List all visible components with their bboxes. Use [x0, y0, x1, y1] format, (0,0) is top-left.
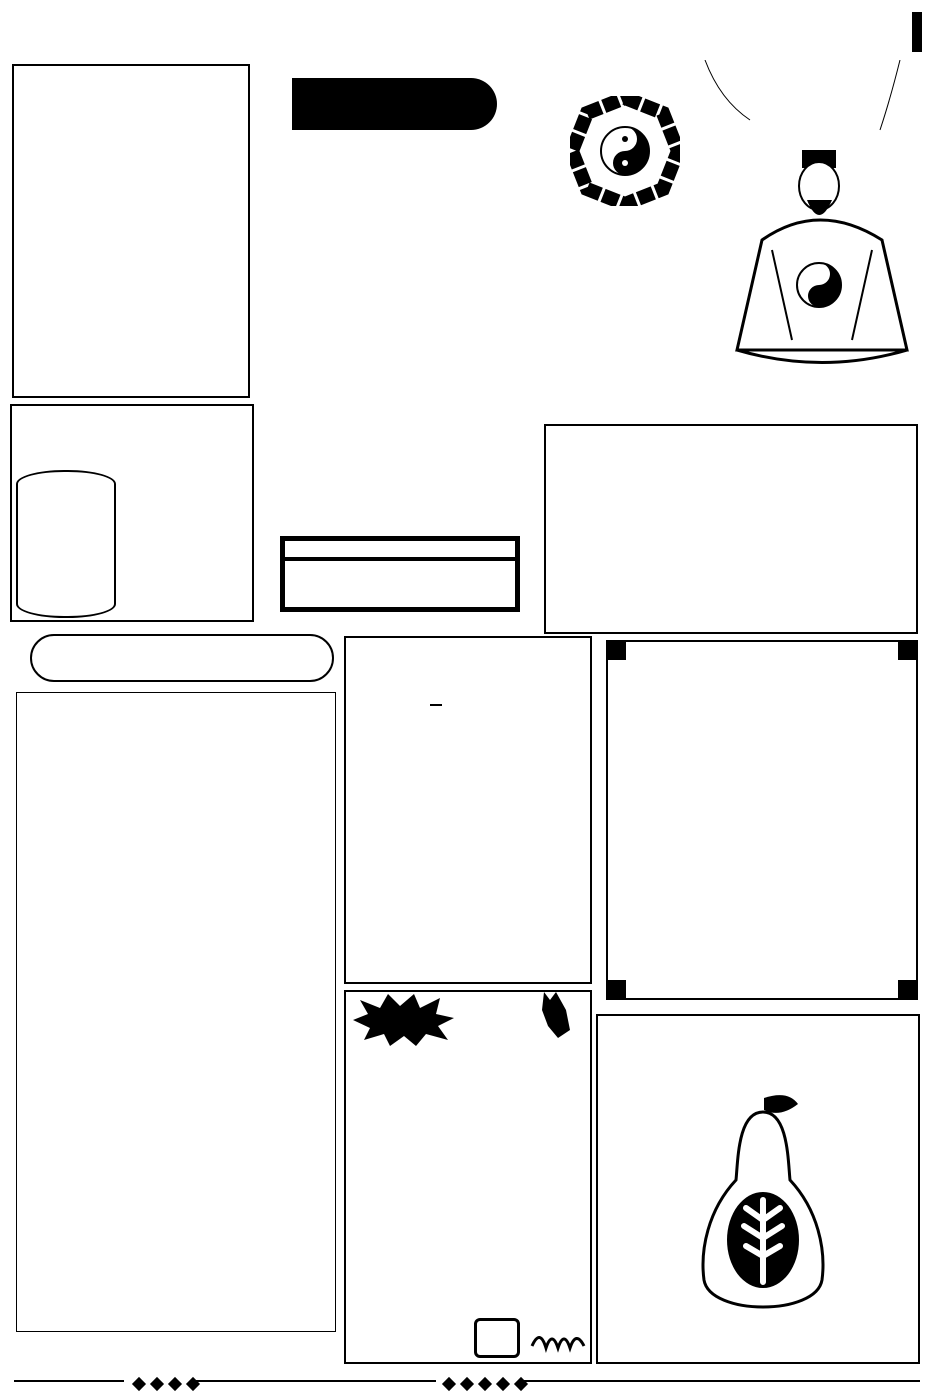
abacus-icon [280, 536, 520, 612]
footer-line-left [14, 1380, 124, 1382]
burst-icon [348, 992, 458, 1048]
horse-head-icon [536, 990, 576, 1040]
must-kill-box [344, 636, 592, 984]
analysis-box [544, 424, 918, 634]
pear-icon [698, 1090, 828, 1326]
footer-line-right [520, 1380, 920, 1382]
hanging-lines [700, 60, 920, 150]
footer-line-mid [196, 1380, 436, 1382]
corner-mark [912, 12, 922, 52]
puzzle-box [606, 640, 918, 1000]
god-drum [16, 470, 116, 618]
mahui-logo [292, 78, 497, 130]
signature-icon [528, 1326, 588, 1356]
notice-stamp [474, 1318, 520, 1358]
bagua-icon [570, 96, 680, 206]
header-title [310, 2, 630, 36]
footer-diamonds-1 [130, 1374, 202, 1393]
zodiac-section-title [30, 634, 334, 682]
poem-box [12, 64, 250, 398]
sage-figure-icon [722, 140, 922, 370]
mk-author [430, 704, 442, 706]
footer-diamonds-2 [440, 1374, 530, 1393]
zodiac-table [16, 692, 336, 1332]
